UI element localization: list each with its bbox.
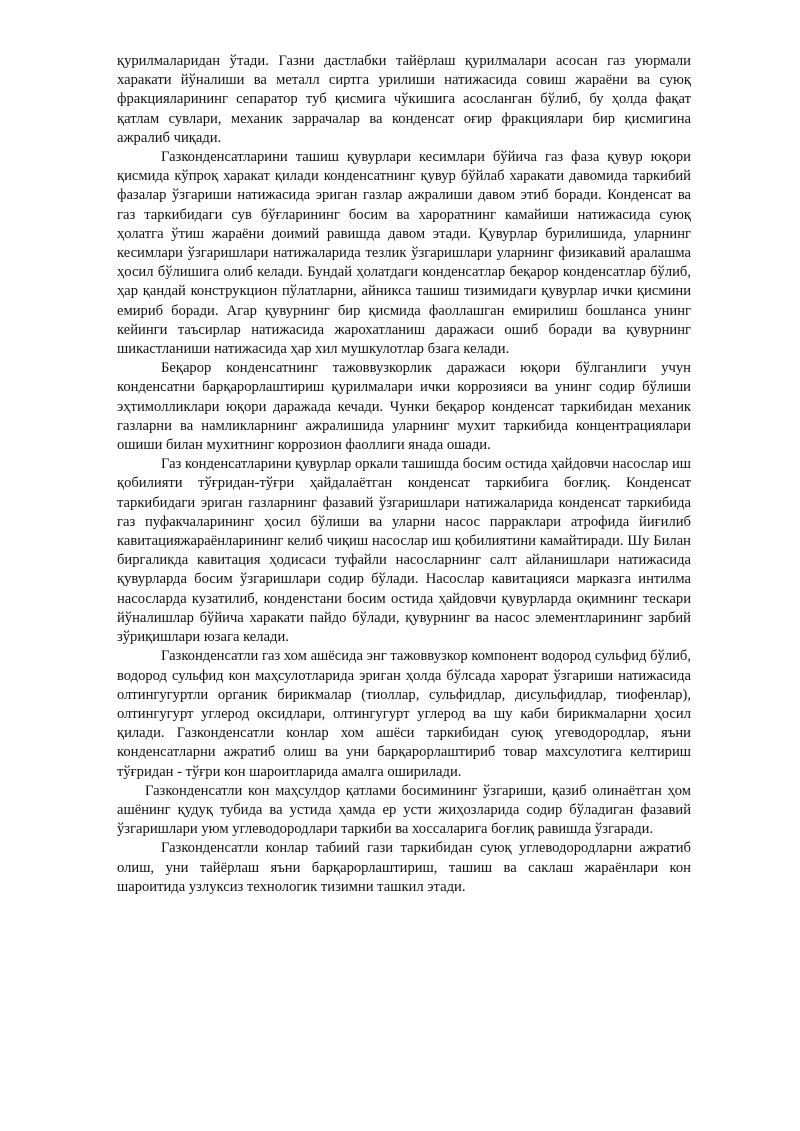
paragraph-3: Беқарор конденсатнинг тажоввузкорлик даражаси юқори бўлганлиги учун конденсатни барқарорлаштириш қурилмалари ички коррозияси ва унинг содир бўлиши эҳтимолликлари юқори даражада кечади. Чунки беқарор конденсат таркибидан механик газларни ва намликларнинг ажралишида уларнинг мухит таркибида концентрациялари ошиши билан мухитнинг коррозион фаоллиги янада ошади.: [117, 360, 691, 454]
paragraph-1: қурилмаларидан ўтади. Газни дастлабки тайёрлаш қурилмалари асосан газ уюрмали харакати йўналиши ва металл сиртга урилиши натижасида совиш жараёни ва суюқ фракцияларининг сепаратор туб қисмига чўкишига асосланган бўлиб, бу ҳолда фақат қатлам сувлари, механик заррачалар ва конденсат оғир фракциялари бир қисмигина ажралиб чиқади.: [117, 53, 691, 146]
paragraph-6: Газконденсатли кон маҳсулдор қатлами босимининг ўзгариши, қазиб олинаётган ҳом ашёнинг қудуқ тубида ва устида ҳамда ер усти жиҳозларида содир бўладиган фазавий ўзгаришлари уюм углеводородлари таркиби ва хоссаларига боғлиқ равишда ўзгаради.: [117, 782, 691, 838]
paragraph-2: Газконденсатларини ташиш қувурлари кесимлари бўйича газ фаза қувур юқори қисмида кўпроқ харакат қилади конденсатнинг қувур бўйлаб харакати давомида таркибий фазалар ўзгариши натижасида эриган газлар ажралиши давом этиб боради. Конденсат ва газ таркибидаги сув бўғларининг босим ва хароратнинг камайиши натижасида суюқ ҳолатга ўтиш жараёни доимий равишда давом этади. Қувурлар бурилишида, уларнинг кесимлари ўзгаришлари натижаларида тезлик ўзгаришлари уларнинг физикавий аралашма ҳосил бўлишига олиб келади. Бундай ҳолатдаги конденсатлар беқарор конденсатлар бўлиб, ҳар қандай конструкцион пўлатларни, айникса ташиш тизимидаги қувурлар ички қисмини емириб боради. Агар қувурнинг бир қисмида фаоллашган емирилиш бошланса унинг кейинги таъсирлар натижасида жарохатланиш даражаси ошиб боради ва қувурнинг шикастланиши натижасида ҳар хил мушкулотлар бзага келади.: [117, 149, 691, 358]
paragraph-4: Газ конденсатларини қувурлар оркали ташишда босим остида ҳайдовчи насослар иш қобилияти тўғридан-тўғри ҳайдалаётган конденсат таркибига боғлиқ. Конденсат таркибидаги эриган газларнинг фазавий ўзгаришлари натижаларида конденсат таркибида газ пуфакчаларининг ҳосил бўлиши ва уларни насос парраклари атрофида йиғилиб кавитацияжараёнларининг келиб чиқиш насослар иш қобилиятини камайтиради. Шу Билан биргаликда кавитация ҳодисаси туфайли насосларнинг салт айланишлари натижасида қувурларда босим ўзгаришлари содир бўлади. Насослар кавитацияси марказга интилма насосларда кузатилиб, конденстани босим остида ҳайдовчи қувурларда оқимнинг тескари йўналишлар бўйича харакати пайдо бўлади, қувурнинг ва насос элементларининг зарбий зўриқишлари юзага келади.: [117, 456, 691, 646]
paragraph-7: Газконденсатли конлар табиий гази таркибидан суюқ углеводородларни ажратиб олиш, уни тайёрлаш яъни барқарорлаштириш, ташиш ва саклаш жараёнлари кон шароитида узлуксиз технологик тизимни ташкил этади.: [117, 840, 691, 895]
document-page: [117, 52, 691, 897]
paragraph-5: Газконденсатли газ хом ашёсида энг тажоввузкор компонент водород сульфид бўлиб, водород сульфид кон маҳсулотларида эриган ҳолда бўлсада харорат ўзгариши натижасида олтингугуртли органик бирикмалар (тиоллар, сульфидлар, дисульфидлар, тиофенлар), олтингугурт углерод оксидлари, олтингугурт углерод ва шу каби бирикмаларни ҳосил қилади. Газконденсатли конлар хом ашёси таркибидан суюқ угеводородлар, яъни конденсатларни ажратиб олиш ва уни барқарорлаштириб товар махсулотига келтириш тўғридан - тўғри кон шароитларида амалга оширилади.: [117, 648, 691, 780]
